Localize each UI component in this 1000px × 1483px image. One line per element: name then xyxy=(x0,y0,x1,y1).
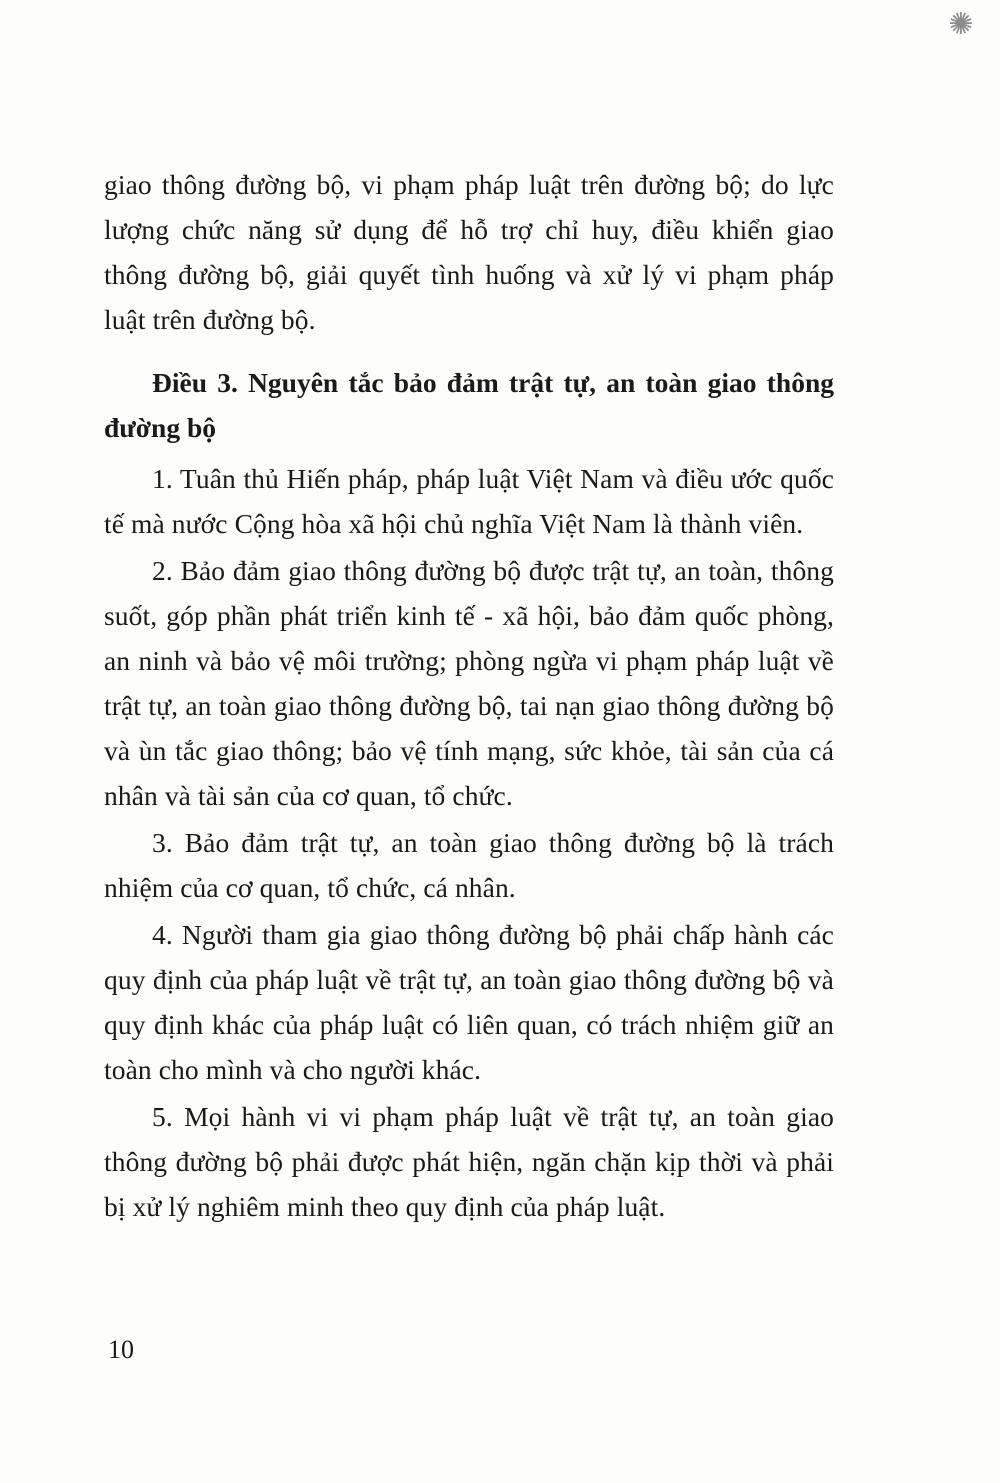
clause-4: 4. Người tham gia giao thông đường bộ phải chấp hành các quy định của pháp luật về trật tự, an toàn giao thông đường bộ và quy định khác của pháp luật có liên quan, có trách nhiệm giữ an toàn cho mình và cho người khác. xyxy=(104,919,834,1085)
clause-3: 3. Bảo đảm trật tự, an toàn giao thông đường bộ là trách nhiệm của cơ quan, tổ chức, cá nhân. xyxy=(104,827,834,903)
flower-ornament-icon: ✺ xyxy=(948,8,974,41)
paragraph-continued: giao thông đường bộ, vi phạm pháp luật trên đường bộ; do lực lượng chức năng sử dụng để hỗ trợ chỉ huy, điều khiển giao thông đường bộ, giải quyết tình huống và xử lý vi phạm pháp luật trên đường bộ. xyxy=(104,169,834,335)
page-number: 10 xyxy=(108,1335,134,1364)
clause-2: 2. Bảo đảm giao thông đường bộ được trật tự, an toàn, thông suốt, góp phần phát triển kinh tế - xã hội, bảo đảm quốc phòng, an ninh và bảo vệ môi trường; phòng ngừa vi phạm pháp luật về trật tự, an toàn giao thông đường bộ, tai nạn giao thông đường bộ và ùn tắc giao thông; bảo vệ tính mạng, sức khỏe, tài sản của cá nhân và tài sản của cơ quan, tổ chức. xyxy=(104,555,834,811)
clause-5: 5. Mọi hành vi vi phạm pháp luật về trật tự, an toàn giao thông đường bộ phải được phát hiện, ngăn chặn kịp thời và phải bị xử lý nghiêm minh theo quy định của pháp luật. xyxy=(104,1101,834,1222)
page-content xyxy=(104,160,834,1229)
clause-1: 1. Tuân thủ Hiến pháp, pháp luật Việt Nam và điều ước quốc tế mà nước Cộng hòa xã hội chủ nghĩa Việt Nam là thành viên. xyxy=(104,463,834,539)
article-heading-dieu-3: Điều 3. Nguyên tắc bảo đảm trật tự, an toàn giao thông đường bộ xyxy=(104,367,834,443)
